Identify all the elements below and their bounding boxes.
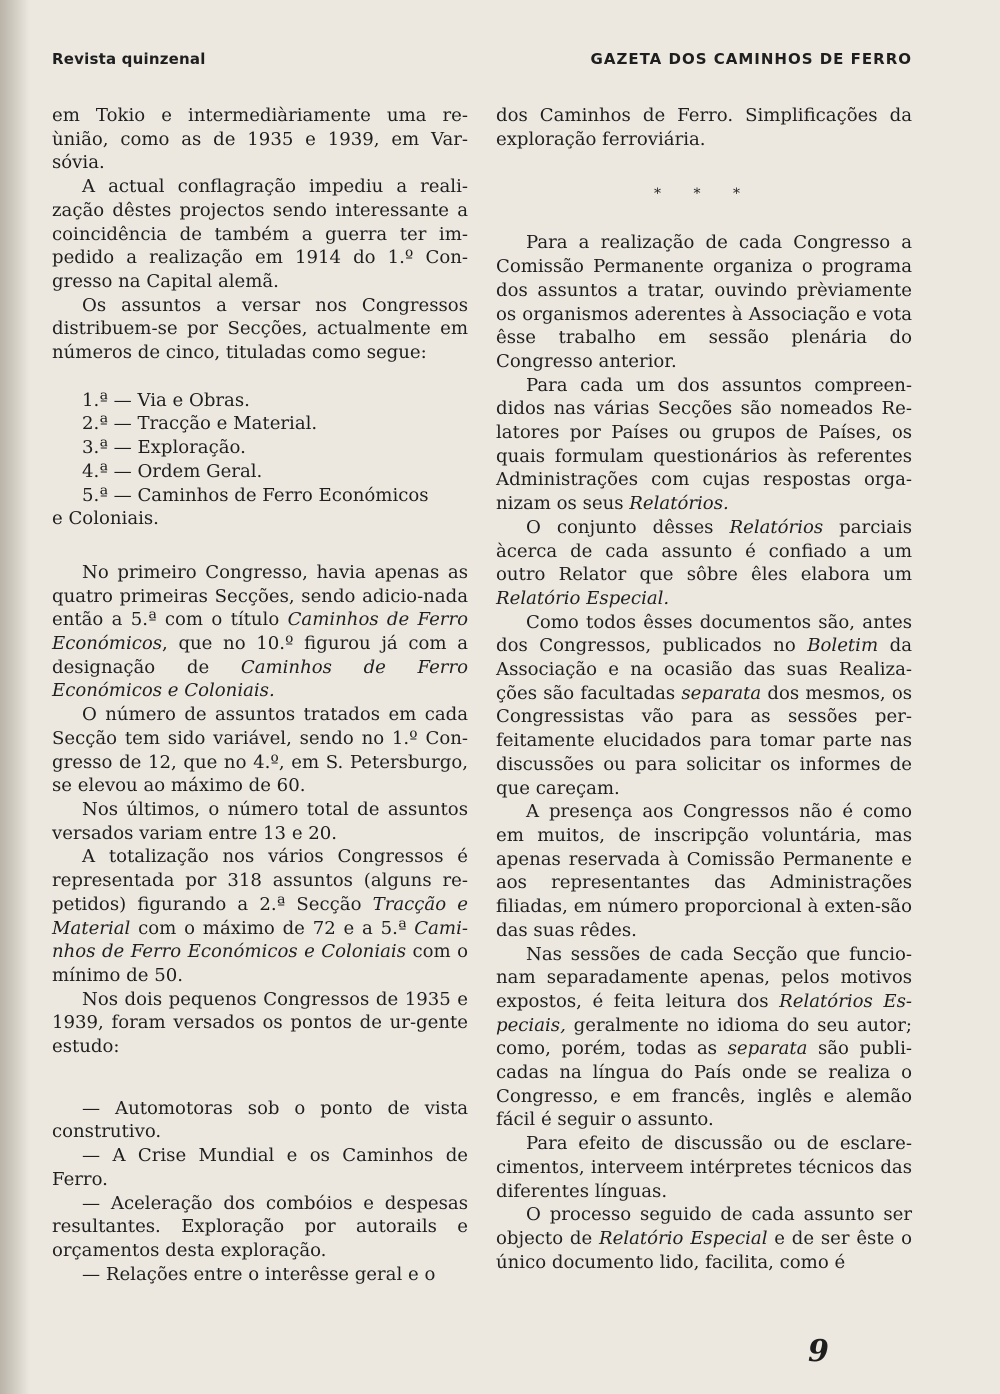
- paragraph: dos Caminhos de Ferro. Simplificações da exploração ferroviária.: [496, 105, 912, 150]
- paragraph: O conjunto dêsses Relatórios parciais àcerca de cada assunto é confiado a um outro Relator que sôbre êles elabora um Relatório Especial.: [496, 516, 912, 609]
- topic-item: — Relações entre o interêsse geral e o: [82, 1263, 436, 1285]
- topic-item: — Automotoras sob o ponto de vista construtivo.: [52, 1097, 468, 1143]
- running-head-right: GAZETA DOS CAMINHOS DE FERRO: [590, 50, 912, 68]
- paragraph: No primeiro Congresso, havia apenas as quatro primeiras Secções, sendo adicio-nada então a 5.ª com o título Caminhos de Ferro Económicos, que no 10.º figurou já com a designação de Caminhos de Ferro Económicos e Coloniais.: [52, 561, 468, 702]
- section-separator: * * *: [654, 186, 754, 203]
- paragraph: em Tokio e intermediàriamente uma re-ùnião, como as de 1935 e 1939, em Var-sóvia.: [52, 105, 468, 174]
- list-item: 3.ª — Exploração.: [82, 437, 246, 459]
- right-column: [496, 104, 912, 1274]
- list-item: 5.ª — Caminhos de Ferro Económicos: [82, 484, 429, 506]
- sections-list: [52, 389, 468, 531]
- list-item: 4.ª — Ordem Geral.: [82, 460, 263, 482]
- topic-item: — Aceleração dos combóios e despesas resultantes. Exploração por autorails e orçamentos desta exploração.: [52, 1192, 468, 1261]
- list-item: 1.ª — Via e Obras.: [82, 389, 250, 411]
- paragraph: Para a realização de cada Congresso a Comissão Permanente organiza o programa dos assuntos a tratar, ouvindo prèviamente os organismos aderentes à Associação e vota êsse trabalho em sessão plenária do Congresso anterior.: [496, 232, 912, 372]
- list-item: 2.ª — Tracção e Material.: [82, 413, 318, 435]
- paragraph: A presença aos Congressos não é como em muitos, de inscripção voluntária, mas apenas reservada à Comissão Permanente e aos representantes das Administrações filiadas, em número proporcional à exten-são das suas rêdes.: [496, 801, 912, 941]
- gutter-shadow: [0, 0, 30, 1394]
- running-head-left: Revista quinzenal: [52, 50, 206, 68]
- paragraph: Os assuntos a versar nos Congressos distribuem-se por Secções, actualmente em números de cinco, tituladas como segue:: [52, 294, 468, 364]
- paragraph: O processo seguido de cada assunto ser objecto de Relatório Especial e de ser êste o único documento lido, facilita, como é: [496, 1204, 913, 1273]
- paragraph: Para cada um dos assuntos compreen-didos nas várias Secções são nomeados Re-latores por Países ou grupos de Países, os quais formulam questionários às referentes Administrações com cujas respostas orga-nizam os seus Relatórios.: [496, 374, 912, 515]
- paragraph: A actual conflagração impediu a reali-zação dêstes projectos sendo interessante a coincidência de também a guerra ter im-pedido a realização em 1914 do 1.º Con-gresso na Capital alemã.: [52, 176, 468, 292]
- paragraph: Para efeito de discussão ou de esclare-cimentos, interveem intérpretes técnicos das diferentes línguas.: [496, 1133, 912, 1202]
- paragraph: Nos últimos, o número total de assuntos versados variam entre 13 e 20.: [52, 798, 468, 844]
- left-column: [52, 104, 468, 1286]
- paragraph: A totalização nos vários Congressos é representada por 318 assuntos (alguns re-petidos) figurando a 2.ª Secção Tracção e Material com o máximo de 72 e a 5.ª Cami-nhos de Ferro Económicos e Coloniais com o mínimo de 50.: [52, 846, 468, 986]
- paragraph: Nos dois pequenos Congressos de 1935 e 1939, foram versados os pontos de ur-gente estudo:: [52, 988, 468, 1058]
- paragraph: Como todos êsses documentos são, antes dos Congressos, publicados no Boletim da Associação e na ocasião das suas Realiza-ções são facultadas separata dos mesmos, os Congressistas vão para as sessões per-feitamente elucidados para tomar parte nas discussões ou para solicitar os informes de que careçam.: [496, 611, 912, 799]
- page-number: 9: [808, 1334, 829, 1369]
- paragraph: O número de assuntos tratados em cada Secção tem sido variável, sendo no 1.º Con-gresso de 12, que no 4.º, em S. Petersburgo, se elevou ao máximo de 60.: [52, 704, 468, 797]
- topic-item: — A Crise Mundial e os Caminhos de Ferro.: [52, 1145, 468, 1190]
- list-item-continuation: e Coloniais.: [52, 508, 159, 530]
- paragraph: Nas sessões de cada Secção que funcio-nam separadamente apenas, pelos motivos expostos, é feita leitura dos Relatórios Es-peciais, geralmente no idioma do seu autor; como, porém, todas as separata são publi-cadas na língua do País onde se realiza o Congresso, e em francês, inglês e alemão fácil é seguir o assunto.: [496, 943, 912, 1131]
